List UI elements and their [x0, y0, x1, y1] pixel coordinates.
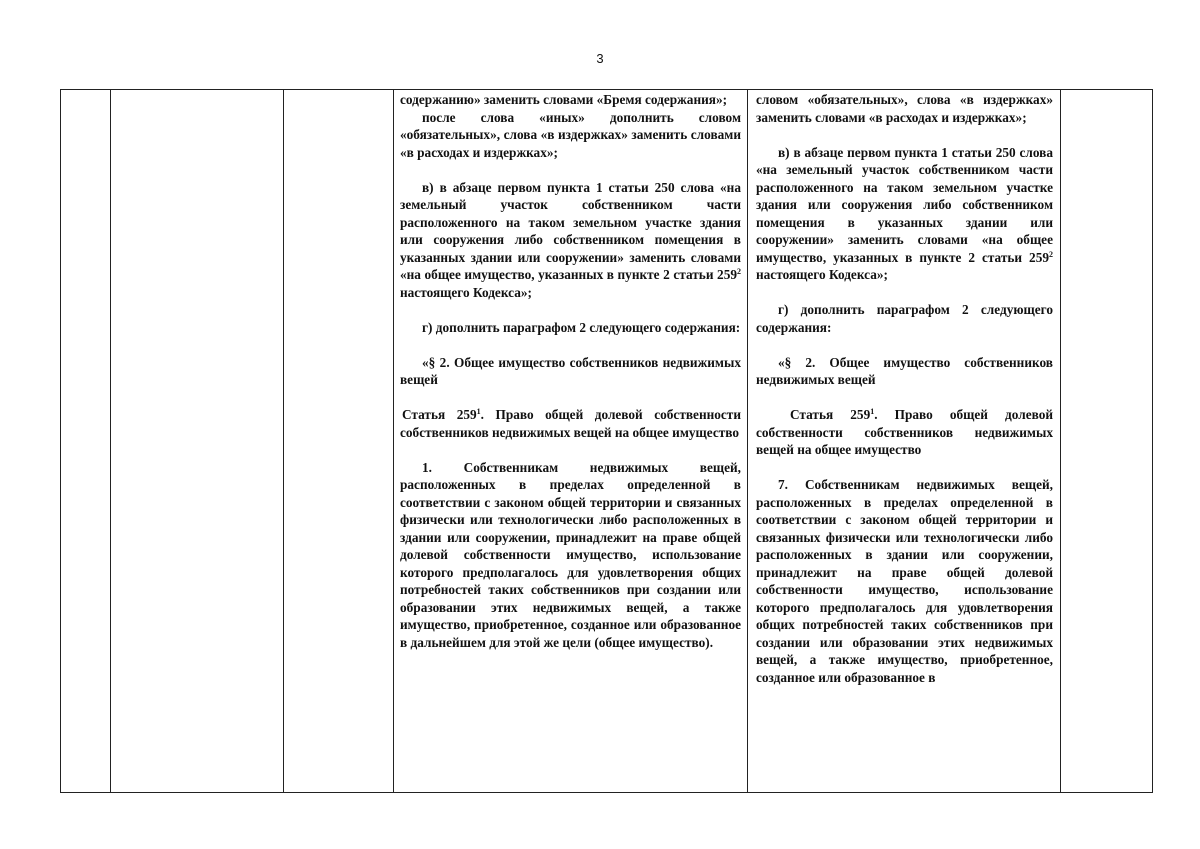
column-divider: [747, 89, 748, 793]
column-divider: [110, 89, 111, 793]
paragraph: содержанию» заменить словами «Бремя содержания»;: [400, 92, 728, 107]
paragraph: в) в абзаце первом пункта 1 статьи 250 слова «на земельный участок собственником части расположенного на таком земельном участке здания или сооружения либо собственником помещения в указанных здании или сооружении» заменить словами «на общее имущество, указанных в пункте 2 статьи $259^2$ настоящего Кодекса»;: [400, 179, 741, 300]
paragraph: г) дополнить параграфом 2 следующего содержания:: [422, 319, 741, 335]
column-divider: [393, 89, 394, 793]
paragraph: словом «обязательных», слова «в издержках» заменить словами «в расходах и издержках»;: [756, 92, 1053, 125]
article-heading: Статья $259^1$. Право общей долевой собственности собственников недвижимых вещей на общее имущество: [756, 407, 1054, 457]
column-divider: [283, 89, 284, 793]
paragraph: 1. Собственникам недвижимых вещей, расположенных в пределах определенной в соответствии с законом общей территории и связанных физически или технологически либо расположенных в здании или сооружении, принадлежит на праве общей долевой собственности имущество, использование которого предполагалось для удовлетворения общих потребностей таких собственников при создании или образовании этих недвижимых вещей, а также имущество, приобретенное, созданное или образованное в дальнейшем для этой же цели (общее имущество).: [400, 459, 741, 650]
column-divider: [1060, 89, 1061, 793]
section-heading: «§ 2. Общее имущество собственников недвижимых вещей: [756, 354, 1053, 387]
section-heading: «§ 2. Общее имущество собственников недвижимых вещей: [400, 354, 741, 387]
paragraph: в) в абзаце первом пункта 1 статьи 250 слова «на земельный участок собственником части расположенного на таком земельном участке здания или сооружения либо собственником помещения в указанных здании или сооружении» заменить словами «на общее имущество, указанных в пункте 2 статьи $259^2$ настоящего Кодекса»;: [756, 144, 1053, 282]
paragraph: 7. Собственникам недвижимых вещей, расположенных в пределах определенной в соответствии с законом общей территории и связанных физически или технологически либо расположенных в здании или сооружении, принадлежит на праве общей долевой собственности имущество, использование которого предполагалось для удовлетворения общих потребностей таких собственников при создании или образовании этих недвижимых вещей, а также имущество, приобретенное, созданное или образованное в: [756, 477, 1053, 685]
article-heading: Статья $259^1$. Право общей долевой собственности собственников недвижимых вещей на общее имущество: [400, 407, 742, 440]
amendment-text-column: [400, 91, 741, 651]
paragraph: после слова «иных» дополнить словом «обязательных», слова «в издержках» заменить словами «в расходах и издержках»;: [400, 109, 741, 160]
page-number: 3: [596, 51, 604, 66]
revised-text-column: [756, 91, 1053, 686]
paragraph: г) дополнить параграфом 2 следующего содержания:: [756, 302, 1053, 335]
